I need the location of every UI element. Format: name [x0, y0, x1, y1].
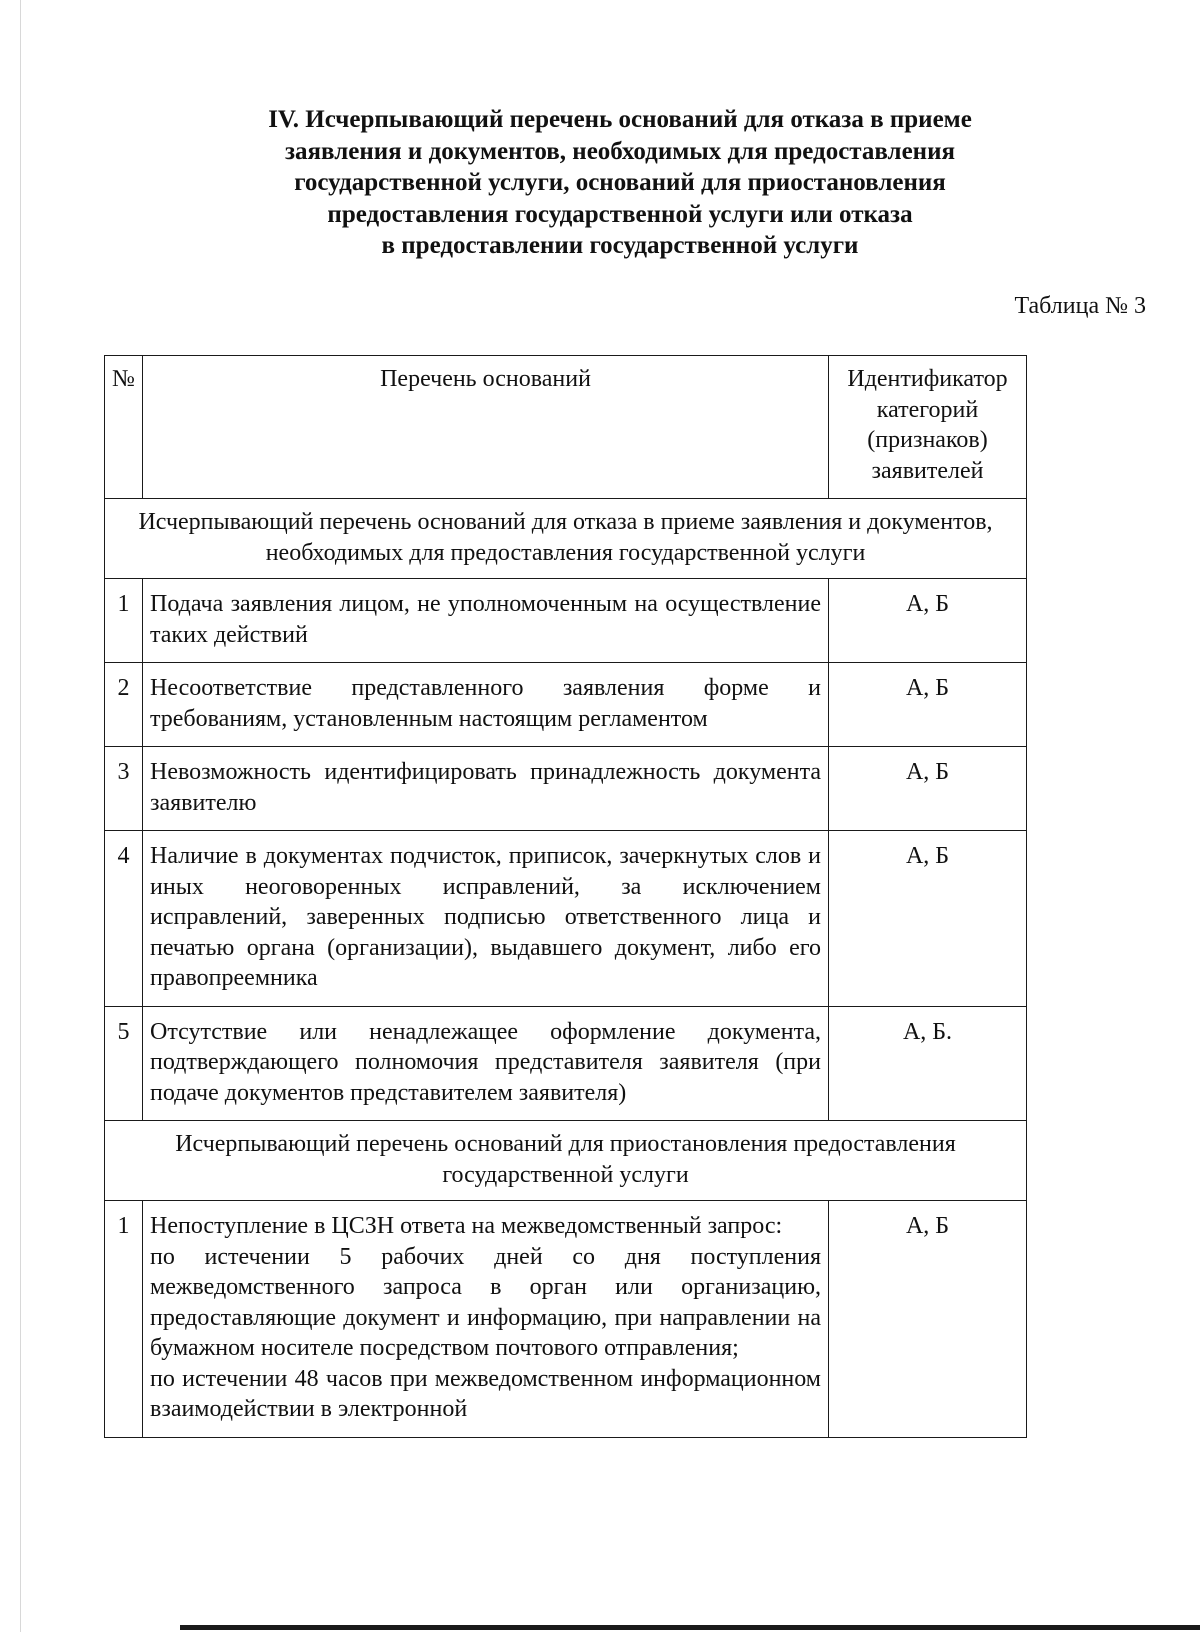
heading-line: предоставления государственной услуги или отказа: [327, 200, 913, 228]
row-identifier: А, Б: [829, 579, 1027, 663]
row-number: 5: [105, 1006, 143, 1121]
ground-paragraph: по истечении 48 часов при межведомственном информационном взаимодействии в электронной: [150, 1365, 821, 1422]
row-number: 1: [105, 579, 143, 663]
section-title-refusal: Исчерпывающий перечень оснований для отказа в приеме заявления и документов, необходимых для предоставления государственной услуги: [105, 499, 1027, 579]
header-ground: Перечень оснований: [143, 356, 829, 499]
ground-paragraph: Непоступление в ЦСЗН ответа на межведомственный запрос:: [150, 1213, 783, 1239]
row-ground: Наличие в документах подчисток, приписок, зачеркнутых слов и иных неоговоренных исправлений, за исключением исправлений, заверенных подписью ответственного лица и печатью органа (организации), выдавшего документ, либо его правопреемника: [143, 831, 829, 1007]
table-row: [105, 831, 1027, 1007]
table-label: Таблица № 3: [1014, 293, 1146, 319]
scan-edge-left: [20, 0, 21, 1632]
section-heading: [180, 104, 1060, 262]
table-row: [105, 1201, 1027, 1438]
row-number: 3: [105, 747, 143, 831]
table-row: [105, 579, 1027, 663]
row-identifier: А, Б: [829, 1201, 1027, 1438]
row-identifier: А, Б: [829, 663, 1027, 747]
row-identifier: А, Б.: [829, 1006, 1027, 1121]
scan-edge-bottom: [180, 1625, 1200, 1630]
section-title-suspension: Исчерпывающий перечень оснований для приостановления предоставления государственной услуги: [105, 1121, 1027, 1201]
table-header-row: [105, 356, 1027, 499]
row-ground: Несоответствие представленного заявления форме и требованиям, установленным настоящим регламентом: [143, 663, 829, 747]
heading-line: в предоставлении государственной услуги: [381, 232, 859, 259]
row-number: 4: [105, 831, 143, 1007]
header-identifier: Идентификатор категорий (признаков) заявителей: [829, 356, 1027, 499]
row-identifier: А, Б: [829, 831, 1027, 1007]
heading-line: IV. Исчерпывающий перечень оснований для отказа в приеме: [268, 106, 972, 133]
row-number: 1: [105, 1201, 143, 1438]
header-num: №: [105, 356, 143, 499]
table-row: [105, 1006, 1027, 1121]
row-identifier: А, Б: [829, 747, 1027, 831]
row-number: 2: [105, 663, 143, 747]
section-row: [105, 1121, 1027, 1201]
ground-paragraph: по истечении 5 рабочих дней со дня поступления межведомственного запроса в орган или организацию, предоставляющие документ и информацию, при направлении на бумажном носителе посредством почтового отправления;: [150, 1243, 821, 1361]
table-row: [105, 663, 1027, 747]
row-ground: Подача заявления лицом, не уполномоченным на осуществление таких действий: [143, 579, 829, 663]
grounds-table: [104, 355, 1027, 1438]
row-ground: Отсутствие или ненадлежащее оформление документа, подтверждающего полномочия представителя заявителя (при подаче документов представителем заявителя): [143, 1006, 829, 1121]
heading-line: заявления и документов, необходимых для предоставления: [284, 137, 956, 165]
row-ground: Невозможность идентифицировать принадлежность документа заявителю: [143, 747, 829, 831]
heading-line: государственной услуги, оснований для приостановления: [294, 169, 946, 196]
row-ground: [143, 1201, 829, 1438]
table-row: [105, 747, 1027, 831]
section-row: [105, 499, 1027, 579]
